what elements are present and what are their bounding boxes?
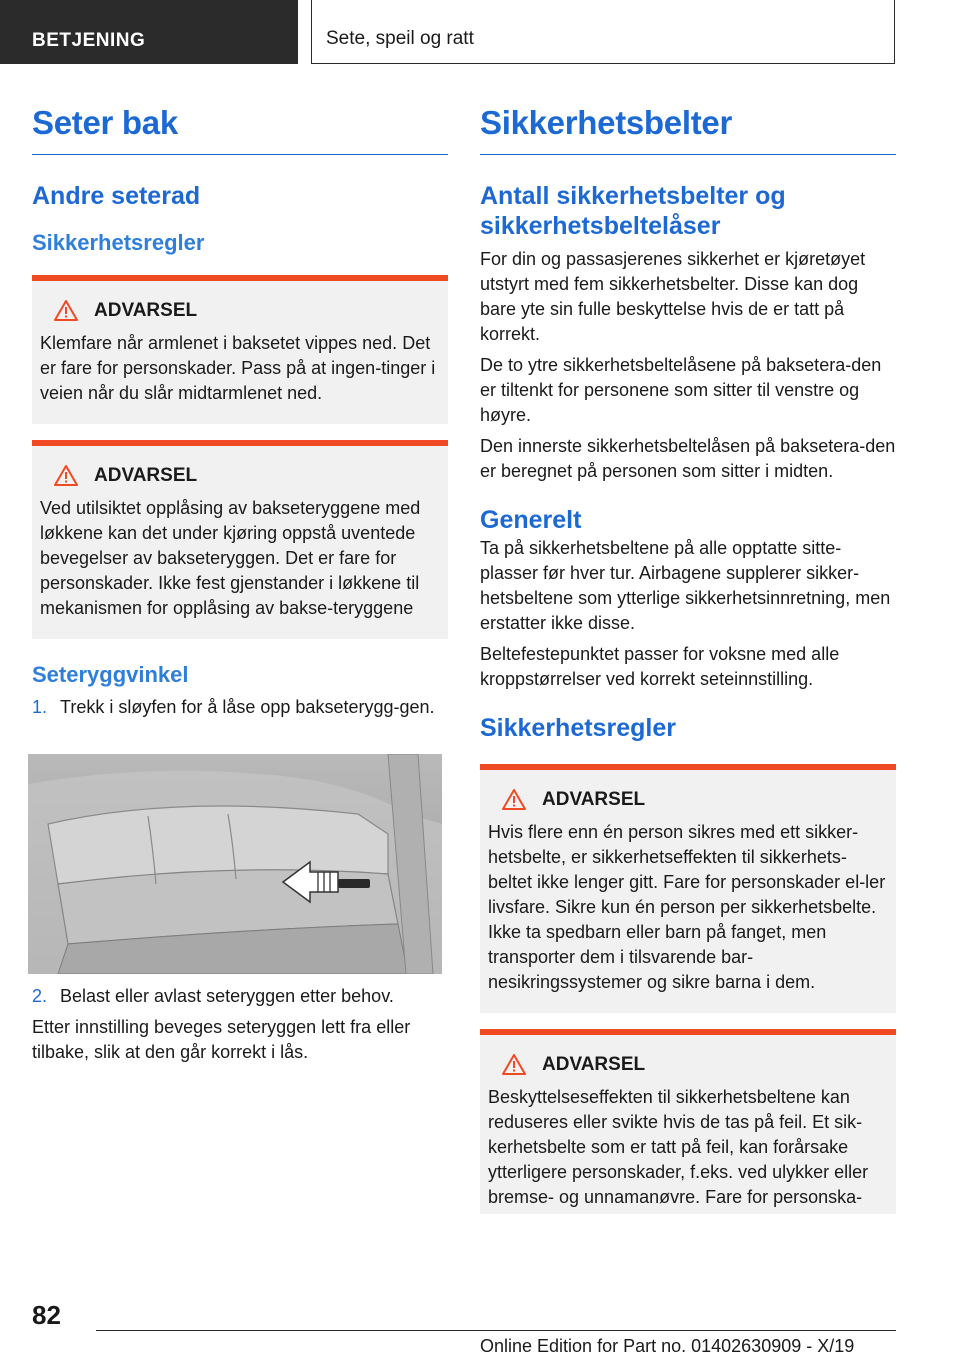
- warning-header: [40, 299, 440, 323]
- warning-label: ADVARSEL: [94, 465, 198, 486]
- paragraph: Ta på sikkerhetsbeltene på alle opptatte sitte-plasser før hver tur. Airbagene supplerer sikker-hetsbeltene som ytterlige sikkerhetsinnretning, men erstatter ikke disse.: [480, 538, 891, 633]
- general-heading: Generelt: [480, 506, 582, 534]
- warning-label: ADVARSEL: [542, 789, 646, 810]
- warning-label: ADVARSEL: [94, 300, 198, 321]
- warning-triangle-icon: [46, 299, 86, 323]
- warning-triangle-icon: [46, 464, 86, 488]
- warning-label: ADVARSEL: [542, 1054, 646, 1075]
- rear-seat-photo: [28, 754, 442, 974]
- safety-heading-right: Sikkerhetsregler: [480, 714, 676, 742]
- step-number: 1.: [32, 697, 48, 717]
- warning-text: Hvis flere enn én person sikres med ett sikker-hetsbelte, er sikkerhetseffekten til sikkerhets-beltet ikke lenger gitt. Fare for personskader el-ler livsfare. Sikre kun én person per sikkerhetsbelte. Ikke ta spedbarn eller barn på fanget, men transporter dem i tilsvarende bar-nesikringssystemer og sikre barna i dem.: [488, 822, 886, 992]
- warning-triangle-icon: [494, 1053, 534, 1077]
- step-text: Belast eller avlast seteryggen etter behov.: [60, 986, 394, 1006]
- section-label: BETJENING: [32, 30, 146, 51]
- chapter-label: Sete, speil og ratt: [326, 28, 474, 49]
- warning-text: Klemfare når armlenet i baksetet vippes ned. Det er fare for personskader. Pass på at ingen-tinger i veien når du slår midtarmlenet ned.: [40, 333, 436, 403]
- paragraph: Den innerste sikkerhetsbeltelåsen på baksetera-den er beregnet på personen som sitter i midten.: [480, 436, 896, 481]
- warning-header: [488, 788, 888, 812]
- subtitle-left: Andre seterad: [32, 182, 201, 210]
- safety-heading-left: Sikkerhetsregler: [32, 230, 205, 255]
- warning-triangle-icon: [494, 788, 534, 812]
- paragraph: Beltefestepunktet passer for voksne med alle kroppstørrelser ved korrekt seteinnstilling.: [480, 644, 840, 689]
- left-column: [32, 100, 448, 1065]
- warning-header: [488, 1053, 888, 1077]
- paragraph: For din og passasjerenes sikkerhet er kjøretøyet utstyrt med fem sikkerhetsbelter. Disse kan dog bare yte sin fulle beskyttelse hvis de er tatt på korrekt.: [480, 249, 866, 344]
- right-column: [480, 100, 896, 1214]
- step-text: Trekk i sløyfen for å låse opp bakseterygg-gen.: [60, 697, 435, 717]
- section-tab: [0, 0, 298, 64]
- list-item: [32, 984, 448, 1009]
- footer-divider: [96, 1330, 896, 1331]
- page-title-right: Sikkerhetsbelter: [480, 100, 896, 155]
- step-number: 2.: [32, 986, 48, 1006]
- warning-box: [32, 275, 448, 424]
- warning-box: [480, 1029, 896, 1214]
- angle-heading: Seteryggvinkel: [32, 662, 189, 687]
- subtitle-right: Antall sikkerhetsbelter og sikkerhetsbeltelåser: [480, 182, 786, 240]
- warning-box: [32, 440, 448, 639]
- warning-box: [480, 764, 896, 1013]
- page-number: 82: [32, 1300, 61, 1330]
- list-item: [32, 695, 448, 720]
- paragraph: Etter innstilling beveges seteryggen lett fra eller tilbake, slik at den går korrekt i lås.: [32, 1017, 411, 1062]
- paragraph: De to ytre sikkerhetsbeltelåsene på baksetera-den er tiltenkt for personene som sitter til venstre og høyre.: [480, 355, 882, 425]
- warning-header: [40, 464, 440, 488]
- edition-text: Online Edition for Part no. 01402630909 - X/19: [480, 1336, 855, 1356]
- chapter-tab: [311, 0, 895, 64]
- page-title-left: Seter bak: [32, 100, 448, 155]
- warning-text: Ved utilsiktet opplåsing av bakseteryggene med løkkene kan det under kjøring oppstå uventede bevegelser av bakseteryggen. Det er fare for personskader. Ikke fest gjenstander i løkkene til mekanismen for opplåsing av bakse-teryggene: [40, 498, 421, 618]
- warning-text: Beskyttelseseffekten til sikkerhetsbeltene kan reduseres eller svikte hvis de tas på feil. Et sik-kerhetsbelte som er tatt på feil, kan forårsake ytterligere personskader, f.eks. ved ulykker eller bremse- og unnamanøvre. Fare for personska-: [488, 1087, 869, 1207]
